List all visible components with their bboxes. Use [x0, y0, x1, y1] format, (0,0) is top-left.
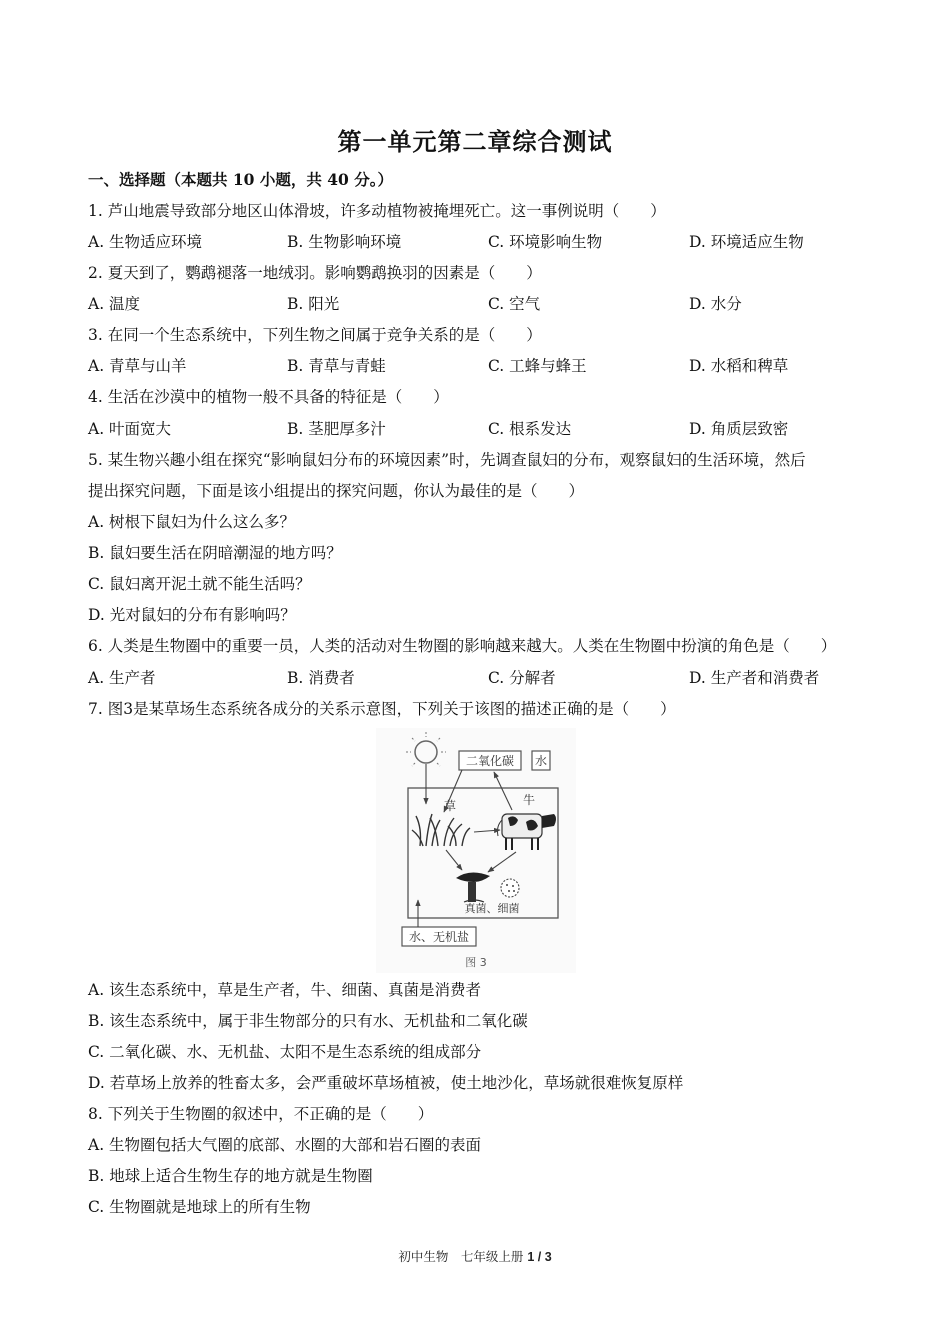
q7-option-d: D. 若草场上放养的牲畜太多，会严重破坏草场植被，使土地沙化，草场就很难恢复原样 — [88, 1074, 684, 1092]
q1-option-d: D. 环境适应生物 — [689, 233, 804, 251]
q8-option-c: C. 生物圈就是地球上的所有生物 — [88, 1198, 311, 1216]
q5-option-c: C. 鼠妇离开泥土就不能生活吗？ — [88, 575, 311, 593]
q3-option-d: D. 水稻和稗草 — [689, 357, 789, 375]
question-4-stem: 4. 生活在沙漠中的植物一般不具备的特征是（ ） — [88, 388, 449, 406]
question-2-stem: 2. 夏天到了，鹦鹉褪落一地绒羽。影响鹦鹉换羽的因素是（ ） — [88, 264, 542, 282]
q5-option-d: D. 光对鼠妇的分布有影响吗？ — [88, 606, 296, 624]
co2-label: 二氧化碳 — [465, 754, 515, 768]
q5-option-b: B. 鼠妇要生活在阴暗潮湿的地方吗？ — [88, 544, 342, 562]
q4-option-d: D. 角质层致密 — [689, 420, 789, 438]
q6-option-c: C. 分解者 — [488, 669, 556, 687]
cow-label: 牛 — [522, 793, 536, 807]
question-3-stem: 3. 在同一个生态系统中，下列生物之间属于竞争关系的是（ ） — [88, 326, 542, 344]
ecosystem-figure — [376, 728, 576, 973]
section-heading: 一、选择题（本题共 10 小题，共 40 分。） — [88, 170, 393, 189]
question-7-stem: 7. 图3是某草场生态系统各成分的关系示意图，下列关于该图的描述正确的是（ ） — [88, 700, 676, 718]
water-salts-label: 水、无机盐 — [408, 930, 470, 944]
q8-option-b: B. 地球上适合生物生存的地方就是生物圈 — [88, 1167, 373, 1185]
page-number: 1 / 3 — [527, 1250, 552, 1264]
q5-option-a: A. 树根下鼠妇为什么这么多？ — [88, 513, 296, 531]
q8-option-a: A. 生物圈包括大气圈的底部、水圈的大部和岩石圈的表面 — [88, 1136, 482, 1154]
bacteria-icon — [501, 879, 519, 897]
q7-option-c: C. 二氧化碳、水、无机盐、太阳不是生态系统的组成部分 — [88, 1043, 482, 1061]
page-title: 第一单元第二章综合测试 — [337, 127, 613, 156]
water-label: 水 — [534, 754, 548, 768]
question-6-stem: 6. 人类是生物圈中的重要一员，人类的活动对生物圈的影响越来越大。人类在生物圈中扮演的角色是（ ） — [88, 637, 837, 655]
q2-option-b: B. 阳光 — [287, 295, 340, 313]
q7-option-b: B. 该生态系统中，属于非生物部分的只有水、无机盐和二氧化碳 — [88, 1012, 528, 1030]
q4-option-a: A. 叶面宽大 — [88, 420, 172, 438]
question-5-stem-line-1: 5. 某生物兴趣小组在探究“影响鼠妇分布的环境因素”时，先调查鼠妇的分布，观察鼠妇的生活环境，然后 — [88, 451, 806, 469]
q2-option-a: A. 温度 — [88, 295, 141, 313]
question-1-stem: 1. 芦山地震导致部分地区山体滑坡，许多动植物被掩埋死亡。这一事例说明（ ） — [88, 202, 666, 220]
q1-option-b: B. 生物影响环境 — [287, 233, 402, 251]
q4-option-c: C. 根系发达 — [488, 420, 572, 438]
q3-option-c: C. 工蜂与蜂王 — [488, 357, 587, 375]
figure-caption: 图 3 — [465, 956, 487, 969]
grass-label: 草 — [443, 799, 457, 813]
question-5-stem-line-2: 提出探究问题，下面是该小组提出的探究问题，你认为最佳的是（ ） — [88, 482, 585, 500]
q3-option-b: B. 青草与青蛙 — [287, 357, 386, 375]
decomposers-label: 真菌、细菌 — [464, 902, 520, 915]
q3-option-a: A. 青草与山羊 — [88, 357, 187, 375]
q2-option-d: D. 水分 — [689, 295, 742, 313]
question-8-stem: 8. 下列关于生物圈的叙述中，不正确的是（ ） — [88, 1105, 434, 1123]
footer-text: 初中生物 七年级上册 — [398, 1249, 524, 1264]
page-footer — [0, 1247, 950, 1265]
q4-option-b: B. 茎肥厚多汁 — [287, 420, 386, 438]
q2-option-c: C. 空气 — [488, 295, 541, 313]
q1-option-a: A. 生物适应环境 — [88, 233, 203, 251]
q6-option-d: D. 生产者和消费者 — [689, 669, 820, 687]
q7-option-a: A. 该生态系统中，草是生产者，牛、细菌、真菌是消费者 — [88, 981, 482, 999]
q1-option-c: C. 环境影响生物 — [488, 233, 603, 251]
q6-option-a: A. 生产者 — [88, 669, 156, 687]
q6-option-b: B. 消费者 — [287, 669, 355, 687]
